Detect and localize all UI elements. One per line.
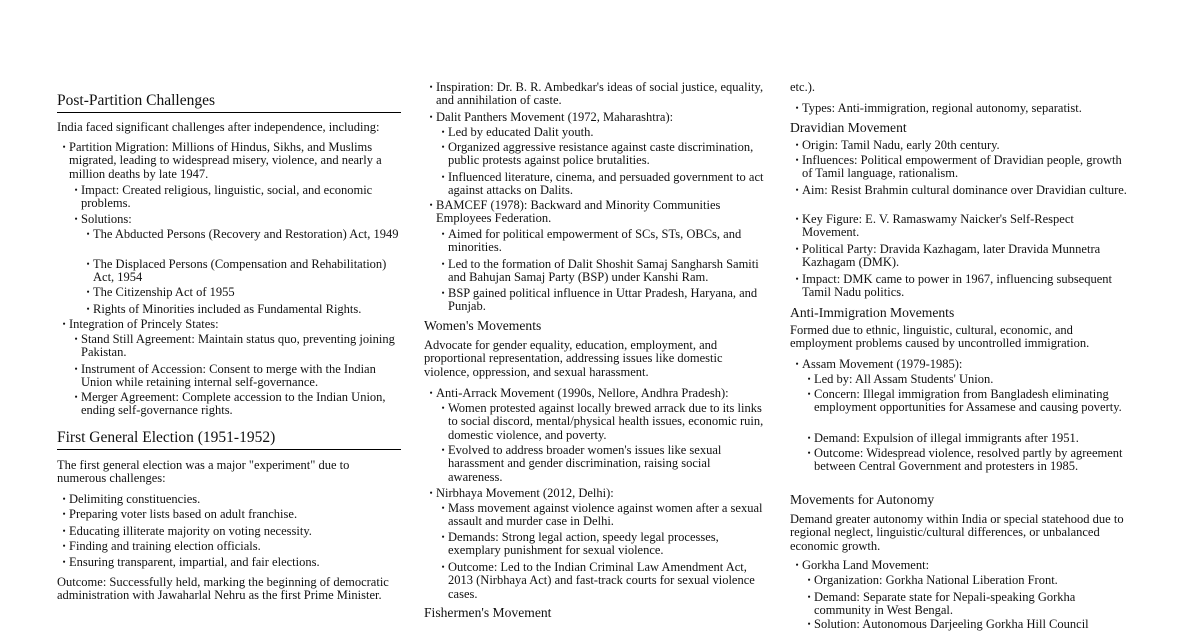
list-item: • Influenced literature, cinema, and persuaded government to act against attacks on Dalits. xyxy=(448,171,768,198)
heading-post-partition: Post-Partition Challenges xyxy=(57,92,401,113)
list-item: • Educating illiterate majority on voting necessity. xyxy=(69,525,401,538)
list-item: • Organization: Gorkha National Liberation Front. xyxy=(814,574,1130,587)
list-item: • Aim: Resist Brahmin cultural dominance over Dravidian culture. xyxy=(802,184,1130,197)
list-item: • The Abducted Persons (Recovery and Restoration) Act, 1949 xyxy=(93,228,401,241)
partition-intro: India faced significant challenges after independence, including: xyxy=(57,120,380,134)
heading-anti-immigration: Anti-Immigration Movements xyxy=(790,305,955,320)
heading-womens-movements: Women's Movements xyxy=(424,318,542,333)
list-item: • Solutions: xyxy=(81,213,401,226)
list-item: • Integration of Princely States: xyxy=(69,318,401,331)
list-item: • Delimiting constituencies. xyxy=(69,493,401,506)
list-item: • Dalit Panthers Movement (1972, Maharashtra): xyxy=(436,111,768,124)
heading-dravidian-movement: Dravidian Movement xyxy=(790,120,907,135)
list-item: • Assam Movement (1979-1985): xyxy=(802,358,1130,371)
list-item: • Types: Anti-immigration, regional autonomy, separatist. xyxy=(802,102,1130,115)
list-item: • Stand Still Agreement: Maintain status quo, preventing joining Pakistan. xyxy=(81,333,401,360)
list-item: • The Displaced Persons (Compensation and Rehabilitation) Act, 1954 xyxy=(93,258,401,285)
list-item: • Evolved to address broader women's issues like sexual harassment and gender discrimination, raising social awareness. xyxy=(448,444,768,484)
list-item: • Gorkha Land Movement: xyxy=(802,559,1130,572)
list-item: • Demands: Strong legal action, speedy legal processes, exemplary punishment for sexual violence. xyxy=(448,531,768,558)
list-item: • Impact: DMK came to power in 1967, influencing subsequent Tamil Nadu politics. xyxy=(802,273,1130,300)
list-item: • Nirbhaya Movement (2012, Delhi): xyxy=(436,487,768,500)
autonomy-intro: Demand greater autonomy within India or special statehood due to regional neglect, linguistic/cultural differences, or unbalanced economic growth. xyxy=(790,512,1124,553)
list-item: • Demand: Separate state for Nepali-speaking Gorkha community in West Bengal. xyxy=(814,591,1130,618)
list-item: • Impact: Created religious, linguistic, social, and economic problems. xyxy=(81,184,401,211)
list-item: • Demand: Expulsion of illegal immigrants after 1951. xyxy=(814,432,1130,445)
list-item: • Influences: Political empowerment of Dravidian people, growth of Tamil language, rationalism. xyxy=(802,154,1130,181)
list-item: • Mass movement against violence against women after a sexual assault and murder case in Delhi. xyxy=(448,502,768,529)
election-outcome: Outcome: Successfully held, marking the beginning of democratic administration with Jawaharlal Nehru as the first Prime Minister. xyxy=(57,575,389,603)
list-item: • Key Figure: E. V. Ramaswamy Naicker's Self-Respect Movement. xyxy=(802,213,1130,240)
list-item: • Led to the formation of Dalit Shoshit Samaj Sangharsh Samiti and Bahujan Samaj Party (BSP) under Kanshi Ram. xyxy=(448,258,768,285)
list-item: • The Citizenship Act of 1955 xyxy=(93,286,401,299)
list-item: • Finding and training election officials. xyxy=(69,540,401,553)
list-item: • Concern: Illegal immigration from Bangladesh eliminating employment opportunities for Assamese and causing poverty. xyxy=(814,388,1130,415)
list-item: • Rights of Minorities included as Fundamental Rights. xyxy=(93,303,401,316)
list-item: • Political Party: Dravida Kazhagam, later Dravida Munnetra Kazhagam (DMK). xyxy=(802,243,1130,270)
list-item: • Led by: All Assam Students' Union. xyxy=(814,373,1130,386)
list-item: • Anti-Arrack Movement (1990s, Nellore, Andhra Pradesh): xyxy=(436,387,768,400)
heading-movements-for-autonomy: Movements for Autonomy xyxy=(790,492,935,507)
list-item: • Solution: Autonomous Darjeeling Gorkha Hill Council xyxy=(814,618,1130,631)
list-item: • Origin: Tamil Nadu, early 20th century. xyxy=(802,139,1130,152)
heading-fishermens-movement: Fishermen's Movement xyxy=(424,605,552,620)
womens-intro: Advocate for gender equality, education, employment, and proportional representation, addressing issues like domestic violence, oppression, and sexual harassment. xyxy=(424,338,723,379)
list-item: • Partition Migration: Millions of Hindus, Sikhs, and Muslims migrated, leading to widespread misery, violence, and nearly a million deaths by late 1947. xyxy=(69,141,401,181)
immigration-intro: Formed due to ethnic, linguistic, cultural, economic, and employment problems caused by uncontrolled immigration. xyxy=(790,323,1090,351)
list-item: • Merger Agreement: Complete accession to the Indian Union, ending self-governance rights. xyxy=(81,391,401,418)
election-intro: The first general election was a major "experiment" due to numerous challenges: xyxy=(57,458,350,486)
list-item: • Inspiration: Dr. B. R. Ambedkar's ideas of social justice, equality, and annihilation of caste. xyxy=(436,81,768,108)
list-item: • BAMCEF (1978): Backward and Minority Communities Employees Federation. xyxy=(436,199,768,226)
list-item: • Women protested against locally brewed arrack due to its links to social discord, mental/physical health issues, economic ruin, domestic violence, and poverty. xyxy=(448,402,768,442)
list-item: • Outcome: Widespread violence, resolved partly by agreement between Central Government and protesters in 1985. xyxy=(814,447,1130,474)
list-item: • Organized aggressive resistance against caste discrimination, public protests against police brutalities. xyxy=(448,141,768,168)
carryover-text: etc.). xyxy=(790,80,815,94)
list-item: • Led by educated Dalit youth. xyxy=(448,126,768,139)
list-item: • Preparing voter lists based on adult franchise. xyxy=(69,508,401,521)
list-item: • Aimed for political empowerment of SCs, STs, OBCs, and minorities. xyxy=(448,228,768,255)
heading-first-general-election: First General Election (1951-1952) xyxy=(57,429,401,450)
list-item: • Ensuring transparent, impartial, and fair elections. xyxy=(69,556,401,569)
list-item: • BSP gained political influence in Uttar Pradesh, Haryana, and Punjab. xyxy=(448,287,768,314)
list-item: • Instrument of Accession: Consent to merge with the Indian Union while retaining internal self-governance. xyxy=(81,363,401,390)
list-item: • Outcome: Led to the Indian Criminal Law Amendment Act, 2013 (Nirbhaya Act) and fast-track courts for sexual violence cases. xyxy=(448,561,768,601)
